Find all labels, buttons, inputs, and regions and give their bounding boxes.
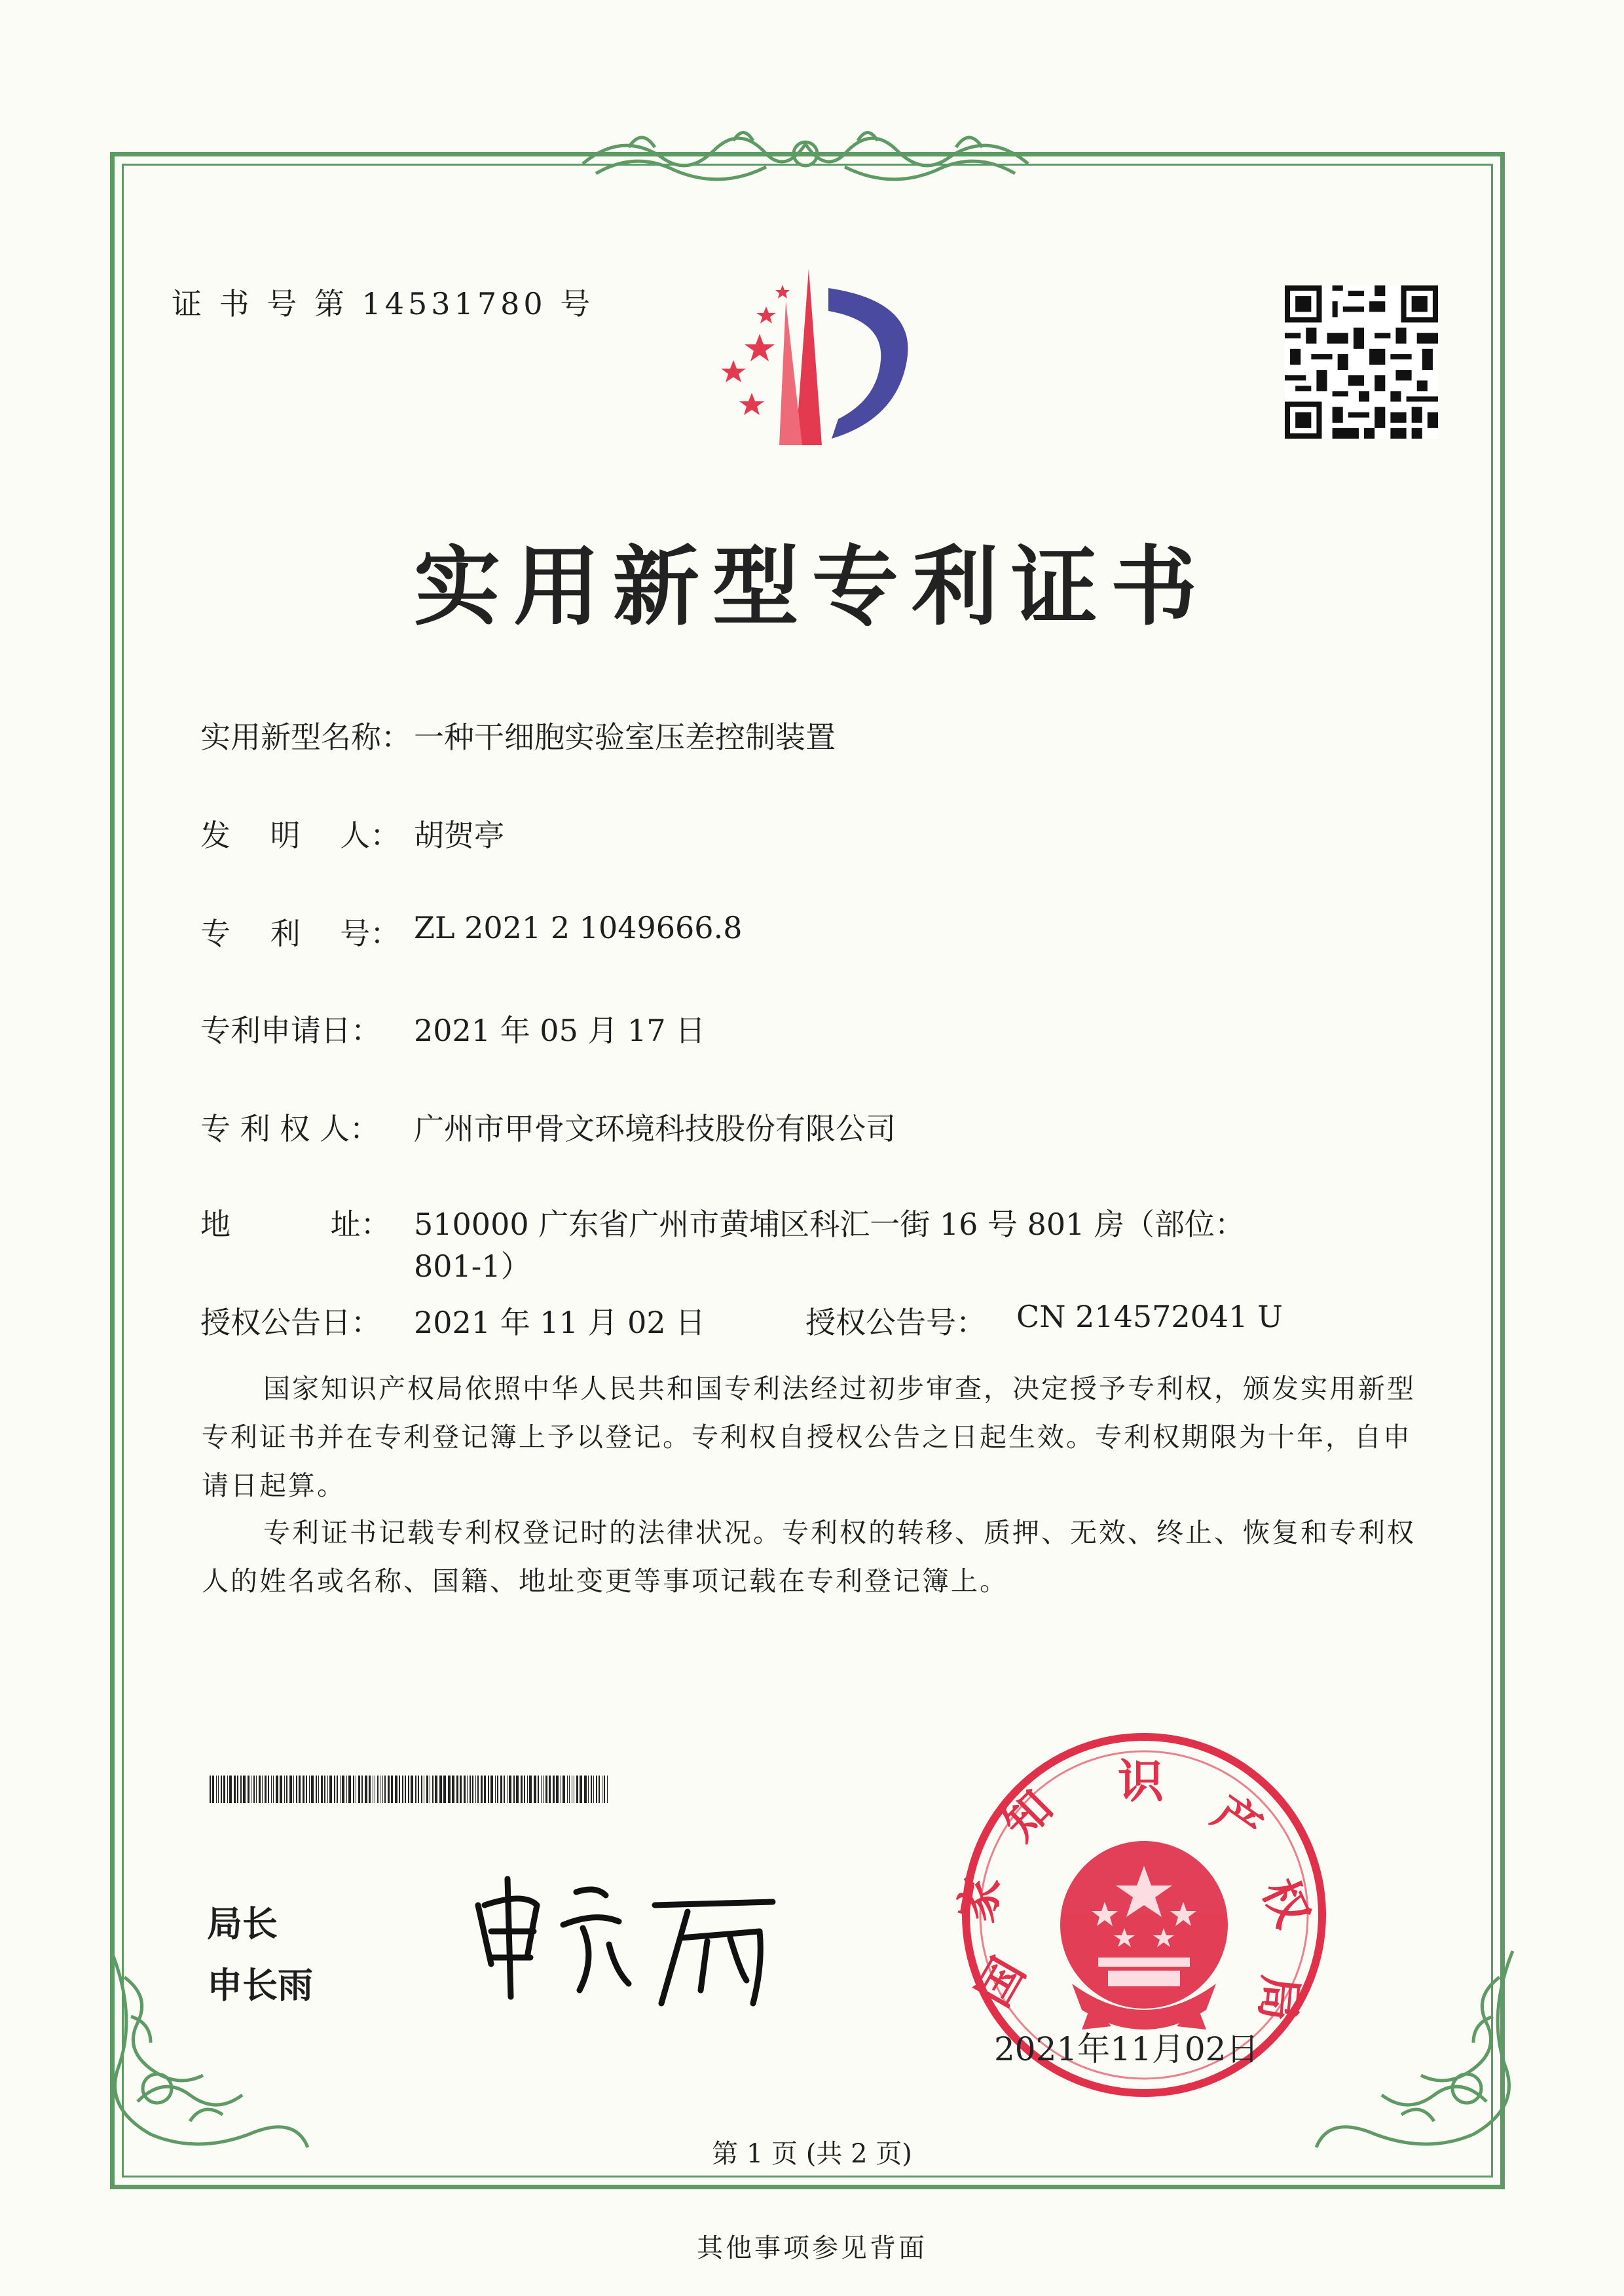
utility-model-name-value: 一种干细胞实验室压差控制装置 bbox=[414, 720, 836, 755]
barcode-bar bbox=[516, 1776, 519, 1803]
barcode-bar bbox=[524, 1776, 525, 1803]
barcode-bar bbox=[443, 1776, 446, 1803]
barcode-bar bbox=[316, 1776, 317, 1803]
barcode-bar bbox=[210, 1776, 211, 1803]
barcode-bar bbox=[556, 1776, 559, 1803]
certificate-number: 证 书 号 第 14531780 号 bbox=[172, 286, 595, 321]
barcode-bar bbox=[504, 1776, 505, 1803]
patent-number-value: ZL 2021 2 1049666.8 bbox=[414, 910, 743, 945]
barcode-bar bbox=[495, 1776, 496, 1803]
page-number: 第 1 页 (共 2 页) bbox=[712, 2139, 912, 2169]
barcode-bar bbox=[607, 1776, 608, 1803]
barcode-bar bbox=[549, 1776, 551, 1803]
barcode-bar bbox=[584, 1776, 587, 1803]
barcode-bar bbox=[234, 1776, 236, 1803]
legal-status-paragraph: 专利证书记载专利权登记时的法律状况。专利权的转移、质押、无效、终止、恢复和专利权人的姓名或名称、国籍、地址变更等事项记载在专利登记簿上。 bbox=[202, 1517, 1416, 1597]
barcode-bar bbox=[472, 1776, 473, 1803]
barcode-bar bbox=[470, 1776, 471, 1803]
barcode-bar bbox=[541, 1776, 542, 1803]
barcode-bar bbox=[513, 1776, 515, 1803]
barcode-bar bbox=[497, 1776, 498, 1803]
inventor-value: 胡贺亭 bbox=[414, 818, 504, 853]
barcode-bar bbox=[500, 1776, 502, 1803]
barcode-bar bbox=[527, 1776, 528, 1803]
address-value-line2: 801-1） bbox=[414, 1248, 531, 1284]
barcode-bar bbox=[365, 1776, 367, 1803]
barcode-bar bbox=[321, 1776, 323, 1803]
barcode-bar bbox=[604, 1776, 605, 1803]
barcode-bar bbox=[543, 1776, 544, 1803]
patentee-value: 广州市甲骨文环境科技股份有限公司 bbox=[414, 1111, 896, 1146]
filing-date-label: 专利申请日： bbox=[200, 1013, 381, 1048]
barcode-bar bbox=[240, 1776, 242, 1803]
barcode-bar bbox=[340, 1776, 341, 1803]
barcode-bar bbox=[477, 1776, 479, 1803]
barcode-bar bbox=[256, 1776, 257, 1803]
barcode-bar bbox=[293, 1776, 294, 1803]
barcode-bar bbox=[303, 1776, 304, 1803]
seal-char-2: 家 bbox=[949, 1872, 1010, 1927]
barcode-bar bbox=[426, 1776, 428, 1803]
barcode-bar bbox=[391, 1776, 393, 1803]
barcode-bar bbox=[296, 1776, 297, 1803]
seal-char-1: 国 bbox=[966, 1948, 1036, 2016]
barcode-bar bbox=[456, 1776, 458, 1803]
barcode-bar bbox=[545, 1776, 547, 1803]
filing-date-value: 2021 年 05 月 17 日 bbox=[414, 1013, 706, 1048]
utility-model-name-label: 实用新型名称： bbox=[200, 720, 411, 755]
barcode-bar bbox=[408, 1776, 409, 1803]
barcode-bar bbox=[218, 1776, 219, 1803]
barcode-bar bbox=[329, 1776, 332, 1803]
barcode-bar bbox=[324, 1776, 325, 1803]
handwritten-signature-icon bbox=[465, 1866, 819, 2023]
barcode-bar bbox=[460, 1776, 462, 1803]
address-label: 地 址： bbox=[200, 1207, 391, 1242]
barcode-bar bbox=[289, 1776, 292, 1803]
barcode-bar bbox=[253, 1776, 255, 1803]
barcode-bar bbox=[216, 1776, 217, 1803]
barcode-bar bbox=[318, 1776, 319, 1803]
barcode-bar bbox=[395, 1776, 397, 1803]
barcode-bar bbox=[309, 1776, 310, 1803]
barcode-bar bbox=[452, 1776, 454, 1803]
barcode-bar bbox=[273, 1776, 274, 1803]
grant-number-label: 授权公告号： bbox=[805, 1305, 986, 1340]
barcode-bar bbox=[467, 1776, 468, 1803]
barcode-bar bbox=[221, 1776, 222, 1803]
barcode-bar bbox=[484, 1776, 486, 1803]
barcode-bar bbox=[377, 1776, 378, 1803]
inventor-label: 发 明 人： bbox=[200, 818, 401, 853]
barcode-bar bbox=[588, 1776, 589, 1803]
seal-char-3: 知 bbox=[993, 1780, 1063, 1851]
barcode-bar bbox=[490, 1776, 493, 1803]
seal-char-6: 权 bbox=[1251, 1870, 1320, 1935]
director-name: 申长雨 bbox=[207, 1965, 313, 2006]
barcode-bar bbox=[262, 1776, 263, 1803]
qr-code-icon bbox=[1285, 285, 1438, 439]
barcode-bar bbox=[599, 1776, 600, 1803]
barcode-bar bbox=[567, 1776, 568, 1803]
seal-char-4: 识 bbox=[1118, 1755, 1164, 1808]
barcode-bar bbox=[334, 1776, 335, 1803]
barcode-bar bbox=[276, 1776, 278, 1803]
barcode-bar bbox=[268, 1776, 269, 1803]
grant-statement-paragraph: 国家知识产权局依照中华人民共和国专利法经过初步审查，决定授予专利权，颁发实用新型专利证书并在专利登记簿上予以登记。专利权自授权公告之日起生效。专利权期限为十年，自申请日起算。 bbox=[202, 1373, 1416, 1501]
barcode-bar bbox=[243, 1776, 246, 1803]
barcode-bar bbox=[481, 1776, 483, 1803]
barcode-bar bbox=[593, 1776, 594, 1803]
barcode-bar bbox=[402, 1776, 403, 1803]
barcode-bar bbox=[229, 1776, 232, 1803]
barcode-bar bbox=[337, 1776, 338, 1803]
grant-date-value: 2021 年 11 月 02 日 bbox=[414, 1305, 706, 1340]
barcode-bar bbox=[223, 1776, 225, 1803]
barcode-bar bbox=[534, 1776, 536, 1803]
address-value-line1: 510000 广东省广州市黄埔区科汇一街 16 号 801 房（部位： bbox=[414, 1207, 1246, 1242]
barcode-bar bbox=[464, 1776, 466, 1803]
barcode-bar bbox=[569, 1776, 570, 1803]
barcode-bar bbox=[284, 1776, 285, 1803]
barcode-bar bbox=[271, 1776, 272, 1803]
director-title: 局长 bbox=[207, 1903, 278, 1944]
barcode-bar bbox=[411, 1776, 413, 1803]
barcode-bar bbox=[538, 1776, 539, 1803]
patent-office-logo-icon bbox=[681, 262, 930, 458]
grant-number-value: CN 214572041 U bbox=[1016, 1299, 1283, 1334]
barcode-bar bbox=[435, 1776, 437, 1803]
patent-number-label: 专 利 号： bbox=[200, 916, 401, 951]
barcode-bar bbox=[311, 1776, 314, 1803]
barcode-bar bbox=[553, 1776, 555, 1803]
barcode-bar bbox=[348, 1776, 351, 1803]
barcode-bar bbox=[418, 1776, 419, 1803]
certificate-title: 实用新型专利证书 bbox=[414, 536, 1210, 638]
footer-note: 其他事项参见背面 bbox=[697, 2233, 927, 2263]
barcode-bar bbox=[388, 1776, 390, 1803]
barcode-bar bbox=[439, 1776, 442, 1803]
barcode-bar bbox=[306, 1776, 307, 1803]
barcode-bar bbox=[432, 1776, 434, 1803]
barcode-bar bbox=[358, 1776, 360, 1803]
barcode-bar bbox=[361, 1776, 363, 1803]
barcode-bar bbox=[286, 1776, 287, 1803]
barcode-bar bbox=[529, 1776, 532, 1803]
seal-char-7: 局 bbox=[1249, 1973, 1308, 2024]
barcode-bar bbox=[591, 1776, 592, 1803]
barcode-bar bbox=[259, 1776, 261, 1803]
barcode-bar bbox=[563, 1776, 565, 1803]
barcode-bar bbox=[475, 1776, 476, 1803]
seal-char-5: 产 bbox=[1203, 1785, 1272, 1856]
barcode-bar bbox=[384, 1776, 386, 1803]
barcode-bar bbox=[509, 1776, 511, 1803]
barcode-bar bbox=[415, 1776, 416, 1803]
seal-date: 2021年11月02日 bbox=[994, 2030, 1259, 2068]
barcode-bar bbox=[280, 1776, 282, 1803]
barcode-bar bbox=[488, 1776, 489, 1803]
barcode-bar bbox=[382, 1776, 383, 1803]
barcode-icon bbox=[210, 1776, 610, 1803]
grant-date-label: 授权公告日： bbox=[200, 1305, 381, 1340]
barcode-bar bbox=[580, 1776, 582, 1803]
top-ornament-icon bbox=[570, 118, 1041, 196]
patentee-label: 专 利 权 人： bbox=[200, 1111, 380, 1146]
barcode-bar bbox=[212, 1776, 214, 1803]
barcode-bar bbox=[596, 1776, 597, 1803]
bottom-right-ornament-icon bbox=[1303, 1938, 1526, 2160]
barcode-bar bbox=[576, 1776, 578, 1803]
barcode-bar bbox=[237, 1776, 238, 1803]
barcode-bar bbox=[369, 1776, 371, 1803]
barcode-bar bbox=[399, 1776, 400, 1803]
barcode-bar bbox=[521, 1776, 523, 1803]
barcode-bar bbox=[353, 1776, 354, 1803]
barcode-bar bbox=[421, 1776, 422, 1803]
barcode-bar bbox=[227, 1776, 228, 1803]
barcode-bar bbox=[248, 1776, 249, 1803]
barcode-bar bbox=[327, 1776, 328, 1803]
barcode-bar bbox=[448, 1776, 451, 1803]
barcode-bar bbox=[265, 1776, 267, 1803]
barcode-bar bbox=[346, 1776, 347, 1803]
barcode-bar bbox=[299, 1776, 301, 1803]
barcode-bar bbox=[342, 1776, 344, 1803]
barcode-bar bbox=[405, 1776, 406, 1803]
